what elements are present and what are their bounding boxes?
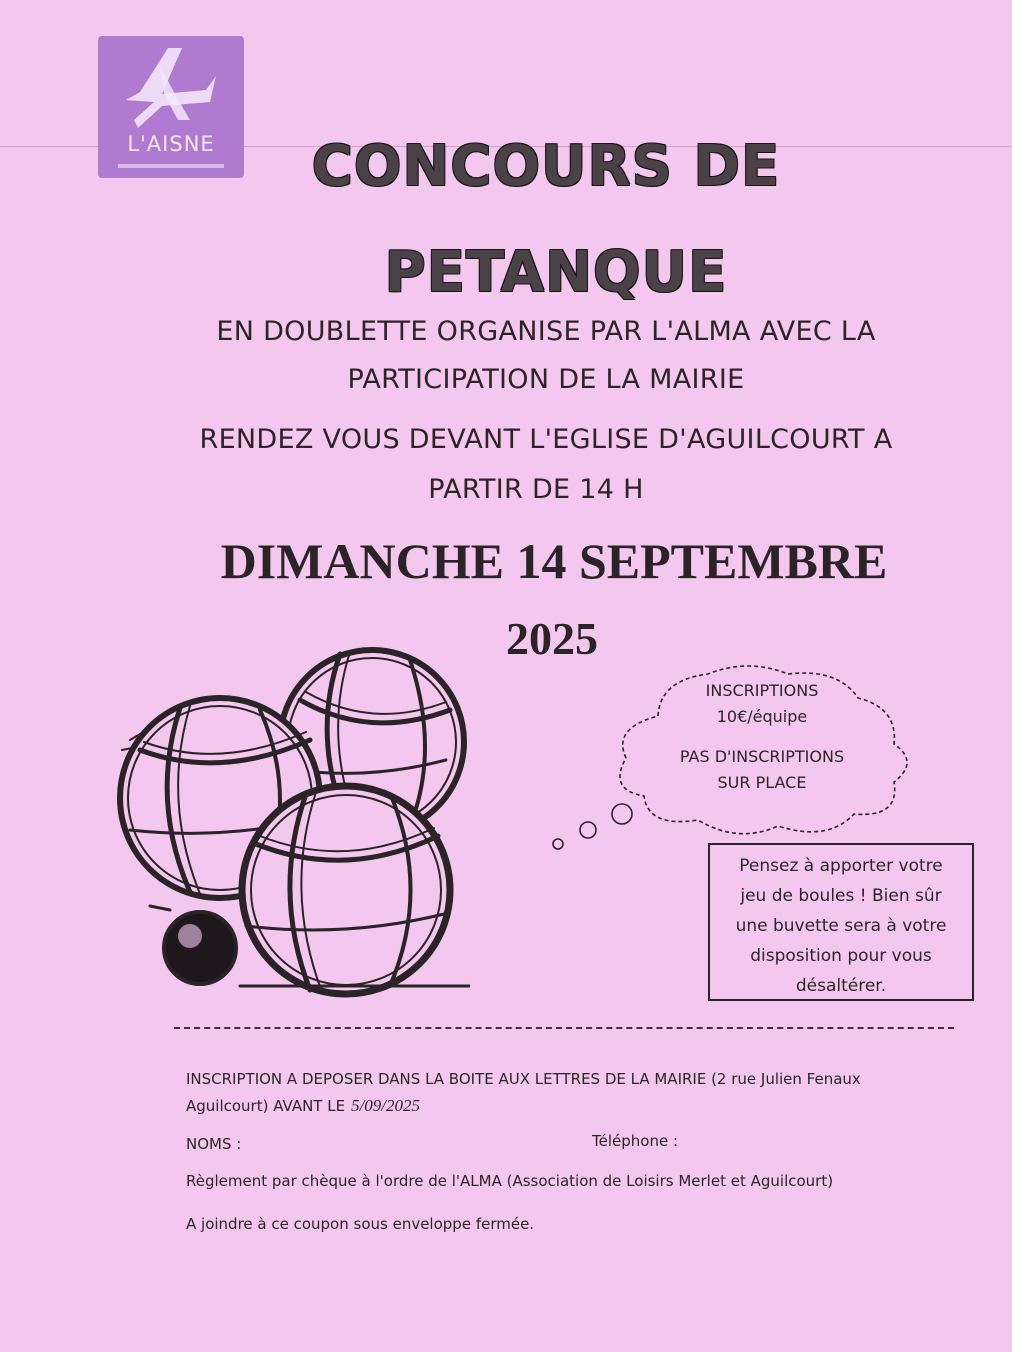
form-deadline-date: 5/09/2025: [351, 1096, 421, 1115]
subtitle-line-4: PARTIR DE 14 H: [428, 474, 644, 505]
cloud-line-3: PAS D'INSCRIPTIONS: [679, 747, 845, 766]
subtitle-line-2: PARTICIPATION DE LA MAIRIE: [347, 364, 745, 395]
box-line-3: une buvette sera à votre: [735, 916, 947, 936]
boule-front-icon: [242, 786, 450, 994]
title-line-1: CONCOURS DE: [311, 134, 781, 199]
cloud-no-onsite: [652, 744, 872, 796]
petanque-balls-illustration: [110, 630, 470, 1000]
subtitle-line-1: EN DOUBLETTE ORGANISE PAR L'ALMA AVEC LA: [216, 316, 876, 347]
form-deadline-label: Aguilcourt) AVANT LE: [186, 1097, 346, 1115]
logo-text: L'AISNE: [127, 132, 215, 156]
reminder-box: [708, 843, 974, 1001]
date-line-1: DIMANCHE 14 SEPTEMBRE: [220, 533, 888, 589]
cloud-line-2: 10€/équipe: [716, 707, 808, 726]
cloud-registration: [652, 678, 872, 730]
payment-info: Règlement par chèque à l'ordre de l'ALMA (Association de Loisirs Merlet et Aguilcourt): [186, 1172, 834, 1190]
box-line-5: désaltérer.: [795, 976, 887, 996]
cochonnet-icon: [164, 912, 236, 984]
envelope-info: A joindre à ce coupon sous enveloppe fermée.: [186, 1215, 535, 1233]
box-line-4: disposition pour vous: [750, 946, 932, 966]
cloud-line-1: INSCRIPTIONS: [705, 681, 819, 700]
cloud-line-4: SUR PLACE: [717, 773, 807, 792]
coupon-cut-line: [174, 1027, 954, 1029]
box-line-2: jeu de boules ! Bien sûr: [740, 886, 942, 906]
subtitle-line-3: RENDEZ VOUS DEVANT L'EGLISE D'AGUILCOURT A: [199, 424, 893, 455]
form-instructions-line-1: INSCRIPTION A DEPOSER DANS LA BOITE AUX LETTRES DE LA MAIRIE (2 rue Julien Fenaux: [186, 1070, 861, 1088]
names-field-label[interactable]: NOMS :: [186, 1135, 242, 1153]
phone-field-label[interactable]: Téléphone :: [592, 1132, 679, 1150]
date-year: 2025: [506, 613, 598, 664]
box-line-1: Pensez à apporter votre: [739, 856, 943, 876]
form-instructions-line-2: [186, 1096, 420, 1116]
title-line-2: PETANQUE: [384, 240, 728, 305]
